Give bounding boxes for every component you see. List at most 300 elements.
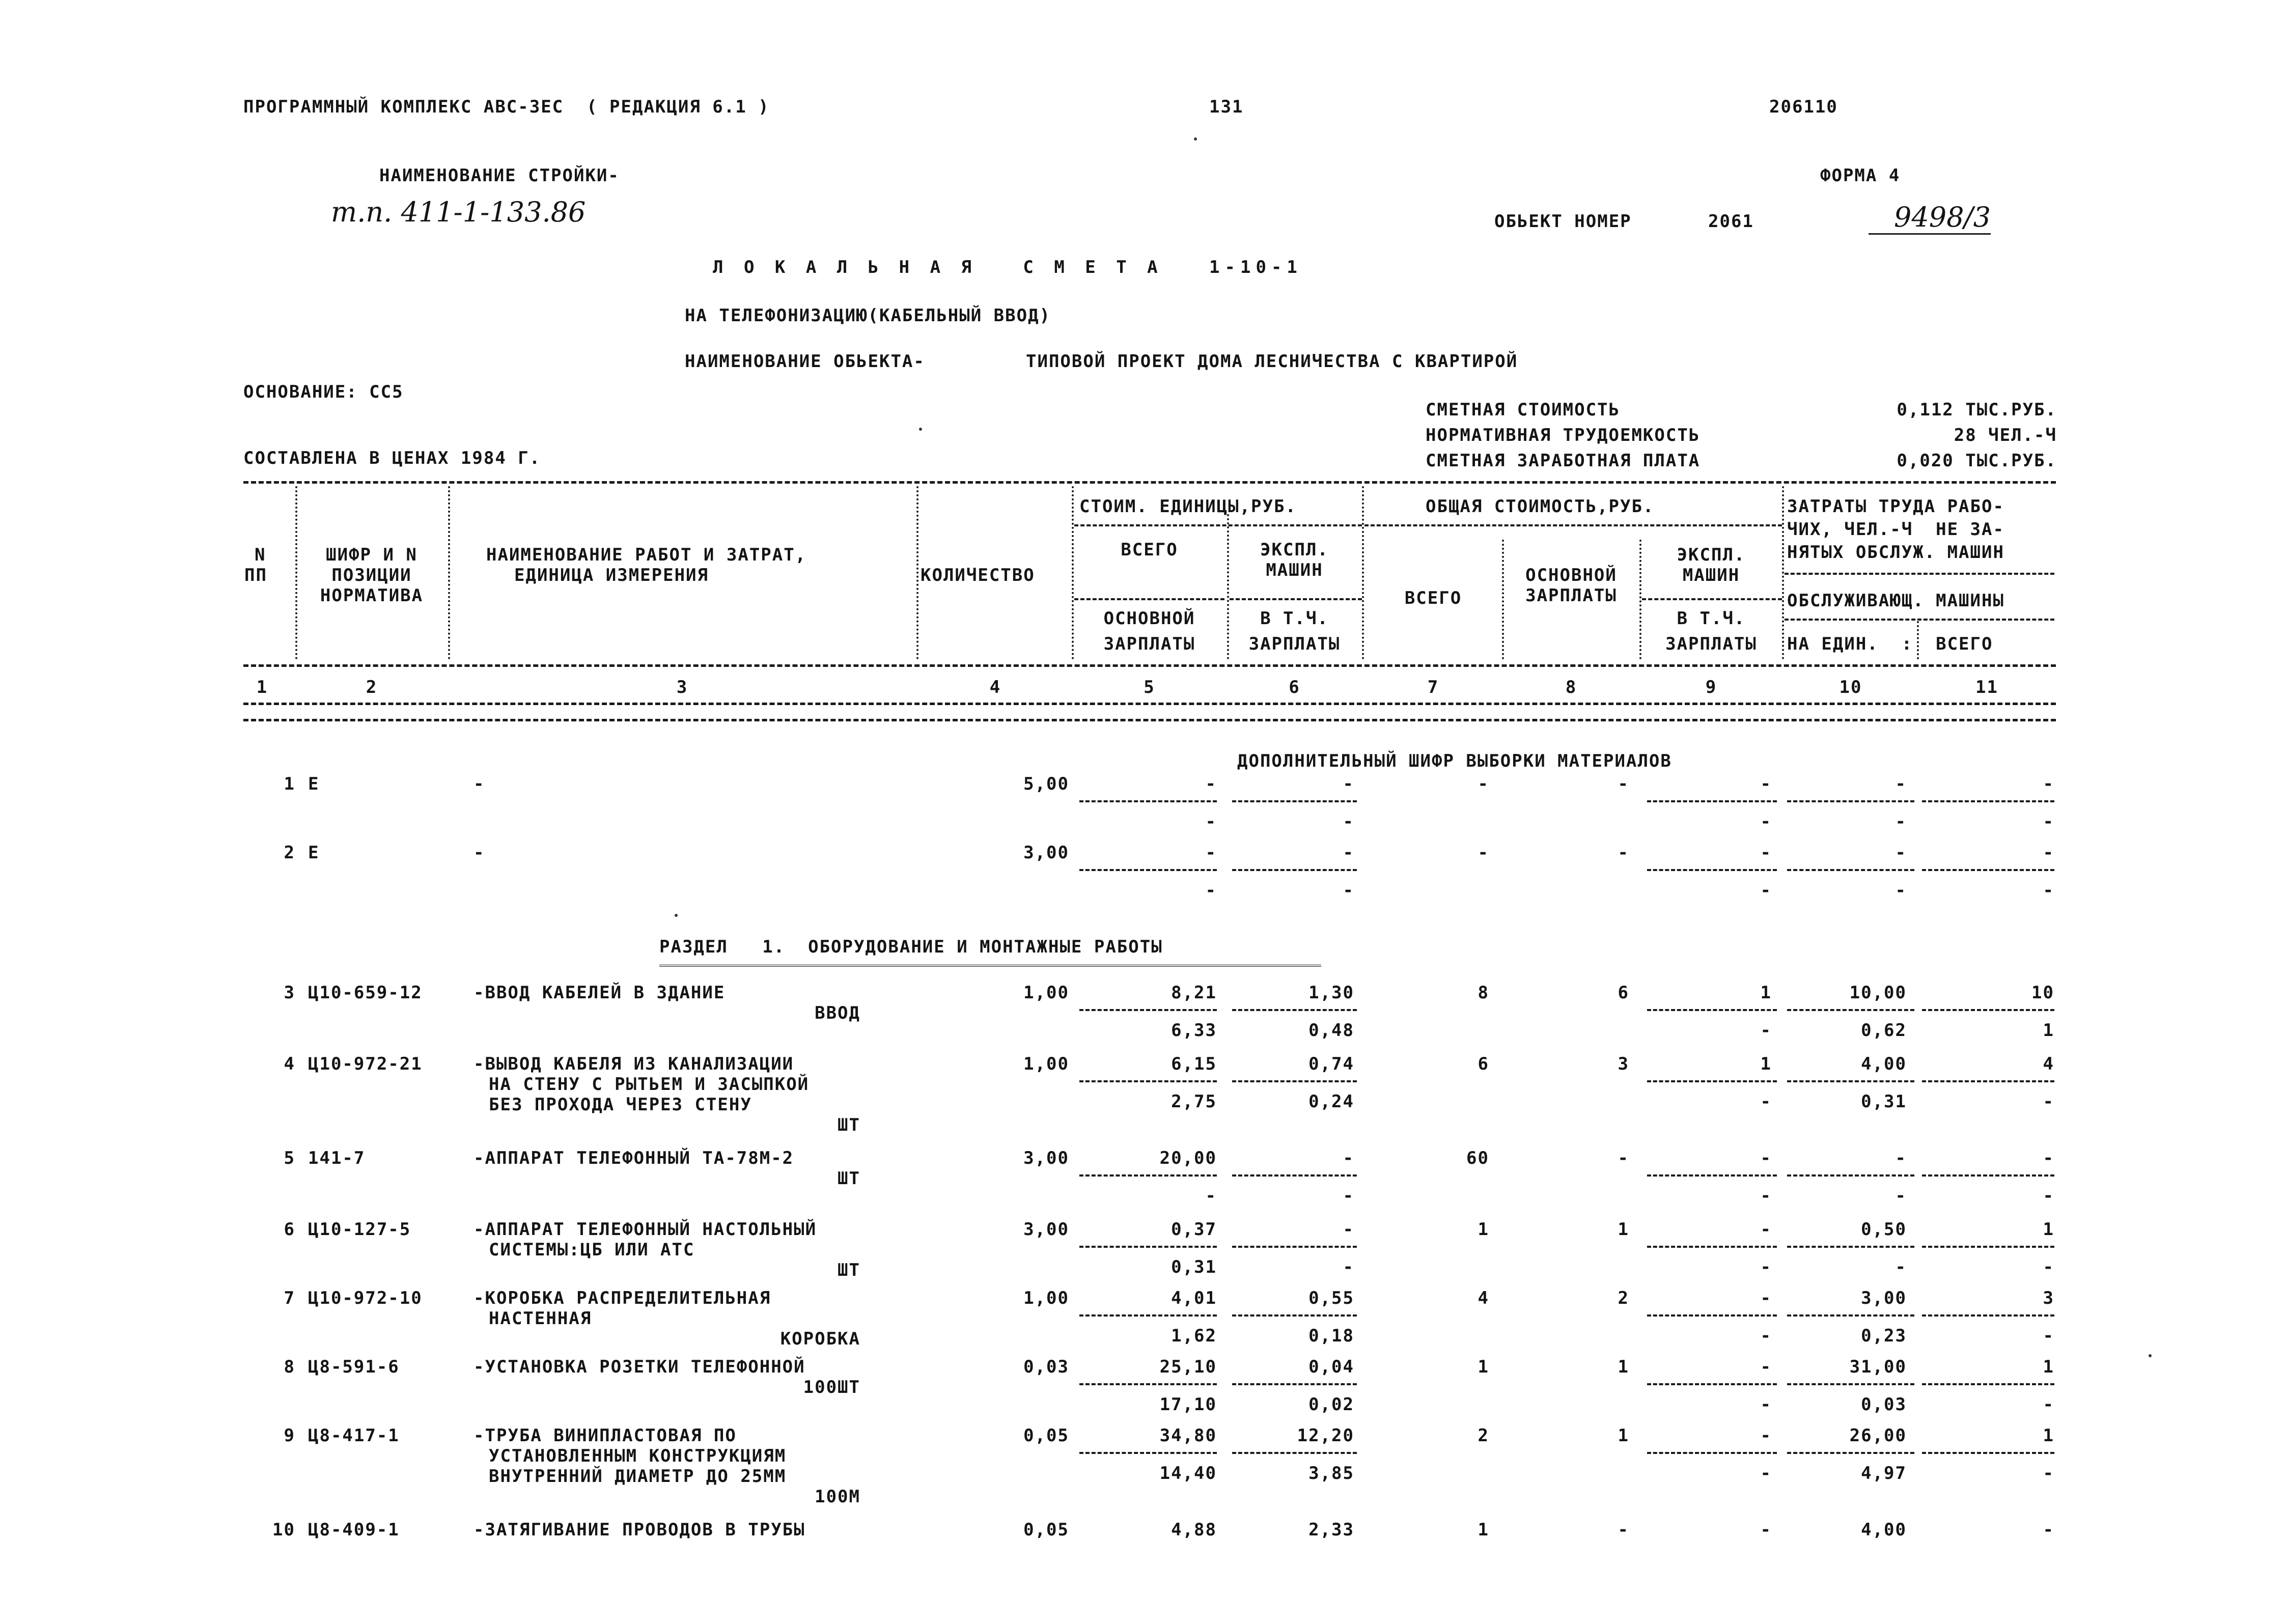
- row-name-line: СИСТЕМЫ:ЦБ ИЛИ АТС: [489, 1240, 695, 1260]
- cell-rule: [1922, 1314, 2054, 1317]
- cell-rule: [1922, 1452, 2054, 1454]
- row-c7: 1: [1478, 1520, 1489, 1540]
- th-c7: ВСЕГО: [1404, 588, 1462, 608]
- row-code: Е: [308, 774, 320, 794]
- row-c5b: -: [1205, 880, 1217, 901]
- scan-speck: [2149, 1354, 2152, 1357]
- cell-rule: [1079, 1009, 1217, 1011]
- summary-value-salary: 0,020 ТЫС.РУБ.: [1897, 451, 2057, 471]
- row-c6b: 3,85: [1308, 1463, 1354, 1483]
- row-c9: -: [1760, 843, 1772, 863]
- row-c9b: -: [1760, 880, 1772, 901]
- row-c5a: -: [1205, 774, 1217, 794]
- row-c6a: -: [1343, 843, 1354, 863]
- row-qty: 0,03: [1023, 1357, 1069, 1377]
- row-code: Е: [308, 843, 320, 863]
- document-title: Л О К А Л Ь Н А Я С М Е Т А 1-10-1: [713, 257, 1302, 277]
- th-c5-1: ВСЕГО: [1121, 540, 1178, 560]
- row-name-line: -: [473, 774, 485, 794]
- th-labor-rule-2: [1785, 619, 2054, 621]
- row-c7: 60: [1466, 1148, 1489, 1168]
- colnum-11: 11: [1975, 677, 1998, 697]
- th-labor-rule-1: [1785, 573, 2054, 575]
- row-c5a: 4,01: [1171, 1288, 1217, 1308]
- row-c5a: 0,37: [1171, 1219, 1217, 1240]
- cell-rule: [1647, 1246, 1777, 1248]
- row-c8: 1: [1618, 1357, 1629, 1377]
- row-c6a: 0,04: [1308, 1357, 1354, 1377]
- row-unit: КОРОБКА: [780, 1329, 860, 1349]
- row-unit: 100ШТ: [803, 1377, 860, 1397]
- row-c10: 4,00: [1861, 1520, 1907, 1540]
- row-number: 1: [284, 774, 295, 794]
- th-pp: ПП: [244, 565, 267, 585]
- summary-label-salary: СМЕТНАЯ ЗАРАБОТНАЯ ПЛАТА: [1426, 451, 1701, 471]
- cell-rule: [1232, 1383, 1357, 1385]
- row-c6a: -: [1343, 1148, 1354, 1168]
- osnovanie: ОСНОВАНИЕ: СС5: [243, 382, 404, 402]
- row-c11: 1: [2043, 1425, 2054, 1446]
- row-c6a: -: [1343, 774, 1354, 794]
- row-number: 5: [284, 1148, 295, 1168]
- colnum-10: 10: [1839, 677, 1862, 697]
- row-code: Ц8-409-1: [308, 1520, 400, 1540]
- row-name-line: -АППАРАТ ТЕЛЕФОННЫЙ ТА-78М-2: [473, 1148, 794, 1168]
- stroyki-label: НАИМЕНОВАНИЕ СТРОЙКИ-: [379, 165, 620, 186]
- row-c5a: 8,21: [1171, 983, 1217, 1003]
- row-unit: ШТ: [838, 1260, 860, 1280]
- row-c5b: -: [1205, 1186, 1217, 1206]
- row-c5a: 4,88: [1171, 1520, 1217, 1540]
- sostavlena: СОСТАВЛЕНА В ЦЕНАХ 1984 Г.: [243, 448, 541, 468]
- row-name-line: -ЗАТЯГИВАНИЕ ПРОВОДОВ В ТРУБЫ: [473, 1520, 805, 1540]
- object-name: ТИПОВОЙ ПРОЕКТ ДОМА ЛЕСНИЧЕСТВА С КВАРТИРОЙ: [1026, 351, 1518, 372]
- row-c11: 1: [2043, 1219, 2054, 1240]
- row-c9: -: [1760, 1148, 1772, 1168]
- th-unit-cost-rule: [1074, 524, 1362, 526]
- row-c11b: 1: [2043, 1020, 2054, 1041]
- cell-rule: [1922, 1246, 2054, 1248]
- row-c9: -: [1760, 1425, 1772, 1446]
- row-c9b: -: [1760, 1394, 1772, 1415]
- row-name-line: -: [473, 843, 485, 863]
- row-c5b: 14,40: [1159, 1463, 1217, 1483]
- cell-rule: [1232, 1452, 1357, 1454]
- row-c5b: 17,10: [1159, 1394, 1217, 1415]
- row-c11: -: [2043, 1148, 2054, 1168]
- row-c7: -: [1478, 843, 1489, 863]
- row-c11: 4: [2043, 1054, 2054, 1074]
- colnum-9: 9: [1705, 677, 1717, 697]
- doc-number: 206110: [1769, 97, 1838, 117]
- row-c7: 2: [1478, 1425, 1489, 1446]
- forma-label: ФОРМА 4: [1820, 165, 1901, 186]
- row-c10b: 0,62: [1861, 1020, 1907, 1041]
- row-c6b: -: [1343, 1257, 1354, 1277]
- row-code: Ц10-972-21: [308, 1054, 423, 1074]
- th-c5-rule: [1074, 598, 1224, 600]
- row-qty: 3,00: [1023, 843, 1069, 863]
- col-divider-5: [1227, 514, 1229, 659]
- th-unit-cost: СТОИМ. ЕДИНИЦЫ,РУБ.: [1079, 496, 1297, 517]
- object-name-label: НАИМЕНОВАНИЕ ОБЬЕКТА-: [685, 351, 925, 372]
- th-qty: КОЛИЧЕСТВО: [921, 565, 1035, 585]
- col-divider-7: [1502, 540, 1504, 659]
- row-c9b: -: [1760, 1326, 1772, 1346]
- row-qty: 0,05: [1023, 1520, 1069, 1540]
- cell-rule: [1079, 1314, 1217, 1317]
- cell-rule: [1922, 1009, 2054, 1011]
- th-c6-rule: [1230, 598, 1362, 600]
- row-c10b: 4,97: [1861, 1463, 1907, 1483]
- row-c10b: -: [1895, 1257, 1907, 1277]
- row-name-line: -КОРОБКА РАСПРЕДЕЛИТЕЛЬНАЯ: [473, 1288, 771, 1308]
- row-name-line: БЕЗ ПРОХОДА ЧЕРЕЗ СТЕНУ: [489, 1095, 752, 1115]
- th-c9-2: МАШИН: [1682, 565, 1740, 585]
- row-c5a: -: [1205, 843, 1217, 863]
- row-c7: 8: [1478, 983, 1489, 1003]
- object-number: 2061: [1708, 211, 1754, 232]
- row-number: 10: [272, 1520, 295, 1540]
- colnum-1: 1: [256, 677, 268, 697]
- cell-rule: [1922, 869, 2054, 871]
- th-c8-2: ЗАРПЛАТЫ: [1525, 585, 1617, 606]
- row-c6a: 2,33: [1308, 1520, 1354, 1540]
- cell-rule: [1079, 869, 1217, 871]
- row-qty: 3,00: [1023, 1148, 1069, 1168]
- cell-rule: [1647, 1452, 1777, 1454]
- row-c11b: -: [2043, 1394, 2054, 1415]
- cell-rule: [1787, 1452, 1914, 1454]
- th-labor-1: ЗАТРАТЫ ТРУДА РАБО-: [1787, 496, 2004, 517]
- row-code: Ц10-972-10: [308, 1288, 423, 1308]
- row-qty: 1,00: [1023, 1054, 1069, 1074]
- cell-rule: [1232, 1246, 1357, 1248]
- row-c7: 6: [1478, 1054, 1489, 1074]
- row-unit: 100М: [815, 1487, 860, 1507]
- cell-rule: [1232, 1314, 1357, 1317]
- row-c6a: 0,55: [1308, 1288, 1354, 1308]
- th-c9-3: В Т.Ч.: [1677, 608, 1746, 629]
- table-top-rule: [243, 481, 2056, 484]
- cell-rule: [1787, 1383, 1914, 1385]
- row-c9: 1: [1760, 983, 1772, 1003]
- row-c10: -: [1895, 1148, 1907, 1168]
- page-number: 131: [1209, 97, 1244, 117]
- row-qty: 5,00: [1023, 774, 1069, 794]
- colnum-3: 3: [676, 677, 688, 697]
- row-c5a: 20,00: [1159, 1148, 1217, 1168]
- row-c8: 1: [1618, 1219, 1629, 1240]
- row-c6a: 12,20: [1297, 1425, 1354, 1446]
- row-c5b: 6,33: [1171, 1020, 1217, 1041]
- row-unit: ШТ: [838, 1168, 860, 1189]
- th-c6-1: ЭКСПЛ.: [1260, 540, 1329, 560]
- row-c5b: 2,75: [1171, 1091, 1217, 1112]
- row-c11b: -: [2043, 1463, 2054, 1483]
- row-c11: 3: [2043, 1288, 2054, 1308]
- row-c10b: 0,31: [1861, 1091, 1907, 1112]
- cell-rule: [1647, 1314, 1777, 1317]
- row-number: 4: [284, 1054, 295, 1074]
- row-c11b: -: [2043, 1257, 2054, 1277]
- row-c10b: -: [1895, 811, 1907, 832]
- colnum-8: 8: [1565, 677, 1577, 697]
- row-number: 2: [284, 843, 295, 863]
- stroyki-value: т.п. 411-1-133.86: [331, 196, 586, 228]
- row-c10b: -: [1895, 880, 1907, 901]
- row-c8: -: [1618, 843, 1629, 863]
- col-divider-4: [1072, 486, 1074, 659]
- row-code: Ц10-659-12: [308, 983, 423, 1003]
- row-name-line: ВНУТРЕННИЙ ДИАМЕТР ДО 25ММ: [489, 1466, 787, 1487]
- cell-rule: [1647, 1080, 1777, 1082]
- row-code: 141-7: [308, 1148, 366, 1168]
- row-c9: -: [1760, 1219, 1772, 1240]
- row-c9: 1: [1760, 1054, 1772, 1074]
- row-c6b: 0,18: [1308, 1326, 1354, 1346]
- row-c10: 0,50: [1861, 1219, 1907, 1240]
- row-c11: -: [2043, 843, 2054, 863]
- row-c9b: -: [1760, 1186, 1772, 1206]
- cell-rule: [1922, 1383, 2054, 1385]
- row-c10: 26,00: [1849, 1425, 1907, 1446]
- row-c6a: 0,74: [1308, 1054, 1354, 1074]
- row-code: Ц8-591-6: [308, 1357, 400, 1377]
- row-c8: 6: [1618, 983, 1629, 1003]
- row-c9: -: [1760, 1520, 1772, 1540]
- col-divider-1: [295, 486, 297, 659]
- cell-rule: [1079, 800, 1217, 802]
- cell-rule: [1787, 1174, 1914, 1177]
- row-code: Ц10-127-5: [308, 1219, 411, 1240]
- row-c6b: 0,02: [1308, 1394, 1354, 1415]
- colnum-4: 4: [989, 677, 1001, 697]
- cell-rule: [1232, 1174, 1357, 1177]
- th-labor-2: ЧИХ, ЧЕЛ.-Ч НЕ ЗА-: [1787, 519, 2004, 540]
- cell-rule: [1787, 1246, 1914, 1248]
- row-c6a: 1,30: [1308, 983, 1354, 1003]
- row-name-line: -АППАРАТ ТЕЛЕФОННЫЙ НАСТОЛЬНЫЙ: [473, 1219, 817, 1240]
- th-n: N: [255, 545, 266, 565]
- row-c9b: -: [1760, 1463, 1772, 1483]
- cell-rule: [1647, 1383, 1777, 1385]
- row-c11b: -: [2043, 1091, 2054, 1112]
- cell-rule: [1647, 869, 1777, 871]
- summary-label-cost: СМЕТНАЯ СТОИМОСТЬ: [1426, 400, 1620, 420]
- cell-rule: [1787, 1314, 1914, 1317]
- th-code-3: НОРМАТИВА: [320, 585, 424, 606]
- row-c11: 1: [2043, 1357, 2054, 1377]
- object-label: ОБЬЕКТ НОМЕР: [1494, 211, 1632, 232]
- cell-rule: [1922, 1174, 2054, 1177]
- th-c6-4: ЗАРПЛАТЫ: [1248, 634, 1341, 654]
- row-c8: -: [1618, 1520, 1629, 1540]
- cell-rule: [1787, 869, 1914, 871]
- row-number: 3: [284, 983, 295, 1003]
- scan-speck: [919, 428, 922, 431]
- colnum-7: 7: [1427, 677, 1439, 697]
- cell-rule: [1079, 1452, 1217, 1454]
- cell-rule: [1232, 800, 1357, 802]
- row-c9: -: [1760, 1357, 1772, 1377]
- row-c10: 31,00: [1849, 1357, 1907, 1377]
- row-c10b: -: [1895, 1186, 1907, 1206]
- col-divider-6: [1362, 486, 1364, 659]
- row-c5b: 1,62: [1171, 1326, 1217, 1346]
- row-unit: ШТ: [838, 1115, 860, 1135]
- cell-rule: [1787, 1009, 1914, 1011]
- row-c7: 1: [1478, 1357, 1489, 1377]
- th-name-1: НАИМЕНОВАНИЕ РАБОТ И ЗАТРАТ,: [486, 545, 807, 565]
- row-c8: 2: [1618, 1288, 1629, 1308]
- row-c10: 3,00: [1861, 1288, 1907, 1308]
- row-c11b: -: [2043, 880, 2054, 901]
- row-c10b: 0,23: [1861, 1326, 1907, 1346]
- th-c9-1: ЭКСПЛ.: [1677, 545, 1746, 565]
- col-divider-9: [1782, 486, 1784, 659]
- summary-value-cost: 0,112 ТЫС.РУБ.: [1897, 400, 2057, 420]
- th-c9-4: ЗАРПЛАТЫ: [1665, 634, 1757, 654]
- row-name-line: НАСТЕННАЯ: [489, 1308, 592, 1329]
- cell-rule: [1079, 1383, 1217, 1385]
- th-total-cost: ОБЩАЯ СТОИМОСТЬ,РУБ.: [1426, 496, 1655, 517]
- th-labor-3: НЯТЫХ ОБСЛУЖ. МАШИН: [1787, 542, 2004, 563]
- row-c6b: -: [1343, 880, 1354, 901]
- colnum-rule-1: [243, 703, 2056, 705]
- row-c5a: 6,15: [1171, 1054, 1217, 1074]
- th-c9-rule: [1642, 598, 1782, 600]
- row-code: Ц8-417-1: [308, 1425, 400, 1446]
- row-c8: 1: [1618, 1425, 1629, 1446]
- row-c5a: 25,10: [1159, 1357, 1217, 1377]
- row-name-line: -ВВОД КАБЕЛЕЙ В ЗДАНИЕ: [473, 983, 726, 1003]
- scan-speck: [675, 914, 678, 917]
- row-number: 8: [284, 1357, 295, 1377]
- cell-rule: [1232, 1080, 1357, 1082]
- row-name-line: УСТАНОВЛЕННЫМ КОНСТРУКЦИЯМ: [489, 1446, 787, 1466]
- colnum-2: 2: [366, 677, 378, 697]
- header-rule: [243, 664, 2056, 667]
- th-total-cost-rule: [1364, 524, 1782, 526]
- document-subtitle: НА ТЕЛЕФОНИЗАЦИЮ(КАБЕЛЬНЫЙ ВВОД): [685, 305, 1051, 326]
- cell-rule: [1647, 1009, 1777, 1011]
- row-c11: 10: [2031, 983, 2054, 1003]
- row-c10: -: [1895, 774, 1907, 794]
- colnum-5: 5: [1144, 677, 1155, 697]
- row-c10: 4,00: [1861, 1054, 1907, 1074]
- row-name-line: НА СТЕНУ С РЫТЬЕМ И ЗАСЫПКОЙ: [489, 1074, 810, 1095]
- section-extra-title: ДОПОЛНИТЕЛЬНЫЙ ШИФР ВЫБОРКИ МАТЕРИАЛОВ: [1237, 751, 1672, 771]
- row-c8: -: [1618, 774, 1629, 794]
- th-labor-5: НА ЕДИН. : ВСЕГО: [1787, 634, 1993, 654]
- row-c7: 4: [1478, 1288, 1489, 1308]
- th-code-2: ПОЗИЦИИ: [331, 565, 412, 585]
- row-c9b: -: [1760, 1020, 1772, 1041]
- cell-rule: [1922, 800, 2054, 802]
- row-name-line: -ТРУБА ВИНИПЛАСТОВАЯ ПО: [473, 1425, 737, 1446]
- row-c6b: -: [1343, 1186, 1354, 1206]
- row-c9: -: [1760, 1288, 1772, 1308]
- cell-rule: [1787, 1080, 1914, 1082]
- summary-value-labor: 28 ЧЕЛ.-Ч: [1954, 425, 2057, 445]
- section-1-underline: [659, 965, 1321, 969]
- row-qty: 3,00: [1023, 1219, 1069, 1240]
- row-number: 7: [284, 1288, 295, 1308]
- cell-rule: [1079, 1174, 1217, 1177]
- row-c5b: 0,31: [1171, 1257, 1217, 1277]
- row-c11: -: [2043, 774, 2054, 794]
- cell-rule: [1647, 800, 1777, 802]
- th-c5-2: ОСНОВНОЙ: [1103, 608, 1195, 629]
- row-qty: 1,00: [1023, 1288, 1069, 1308]
- row-c8: 3: [1618, 1054, 1629, 1074]
- row-c6b: 0,48: [1308, 1020, 1354, 1041]
- col-divider-2: [448, 486, 450, 659]
- col-divider-8: [1639, 540, 1641, 659]
- th-c5-3: ЗАРПЛАТЫ: [1103, 634, 1195, 654]
- th-name-2: ЕДИНИЦА ИЗМЕРЕНИЯ: [514, 565, 709, 585]
- row-number: 9: [284, 1425, 295, 1446]
- row-c11b: -: [2043, 811, 2054, 832]
- row-c10: -: [1895, 843, 1907, 863]
- cell-rule: [1079, 1246, 1217, 1248]
- row-c9b: -: [1760, 811, 1772, 832]
- row-number: 6: [284, 1219, 295, 1240]
- th-c6-3: В Т.Ч.: [1260, 608, 1329, 629]
- th-labor-4: ОБСЛУЖИВАЮЩ. МАШИНЫ: [1787, 591, 2004, 611]
- program-name: ПРОГРАММНЫЙ КОМПЛЕКС АВС-3ЕС ( РЕДАКЦИЯ 6.1 ): [243, 97, 770, 117]
- col-divider-3: [916, 486, 918, 659]
- cell-rule: [1922, 1080, 2054, 1082]
- section-1-title: РАЗДЕЛ 1. ОБОРУДОВАНИЕ И МОНТАЖНЫЕ РАБОТЫ: [659, 937, 1163, 957]
- cell-rule: [1787, 800, 1914, 802]
- colnum-6: 6: [1289, 677, 1300, 697]
- row-c11b: -: [2043, 1186, 2054, 1206]
- row-c9: -: [1760, 774, 1772, 794]
- row-c7: 1: [1478, 1219, 1489, 1240]
- cell-rule: [1647, 1174, 1777, 1177]
- row-qty: 1,00: [1023, 983, 1069, 1003]
- row-qty: 0,05: [1023, 1425, 1069, 1446]
- th-code-1: ШИФР И N: [326, 545, 417, 565]
- row-c5b: -: [1205, 811, 1217, 832]
- scan-speck: [1194, 137, 1197, 141]
- row-c9b: -: [1760, 1091, 1772, 1112]
- row-c6a: -: [1343, 1219, 1354, 1240]
- th-c8-1: ОСНОВНОЙ: [1525, 565, 1617, 585]
- row-c10: 10,00: [1849, 983, 1907, 1003]
- object-handwritten-number: 9498/3: [1869, 201, 1991, 235]
- row-c6b: -: [1343, 811, 1354, 832]
- row-name-line: -УСТАНОВКА РОЗЕТКИ ТЕЛЕФОННОЙ: [473, 1357, 805, 1377]
- row-c7: -: [1478, 774, 1489, 794]
- row-c10b: 0,03: [1861, 1394, 1907, 1415]
- row-c11: -: [2043, 1520, 2054, 1540]
- row-c6b: 0,24: [1308, 1091, 1354, 1112]
- row-c5a: 34,80: [1159, 1425, 1217, 1446]
- summary-label-labor: НОРМАТИВНАЯ ТРУДОЕМКОСТЬ: [1426, 425, 1701, 445]
- row-c8: -: [1618, 1148, 1629, 1168]
- cell-rule: [1232, 1009, 1357, 1011]
- row-c11b: -: [2043, 1326, 2054, 1346]
- th-c6-2: МАШИН: [1266, 560, 1323, 580]
- cell-rule: [1232, 869, 1357, 871]
- row-c9b: -: [1760, 1257, 1772, 1277]
- colnum-rule-2: [243, 719, 2056, 721]
- row-name-line: -ВЫВОД КАБЕЛЯ ИЗ КАНАЛИЗАЦИИ: [473, 1054, 794, 1074]
- row-unit: ВВОД: [815, 1003, 860, 1023]
